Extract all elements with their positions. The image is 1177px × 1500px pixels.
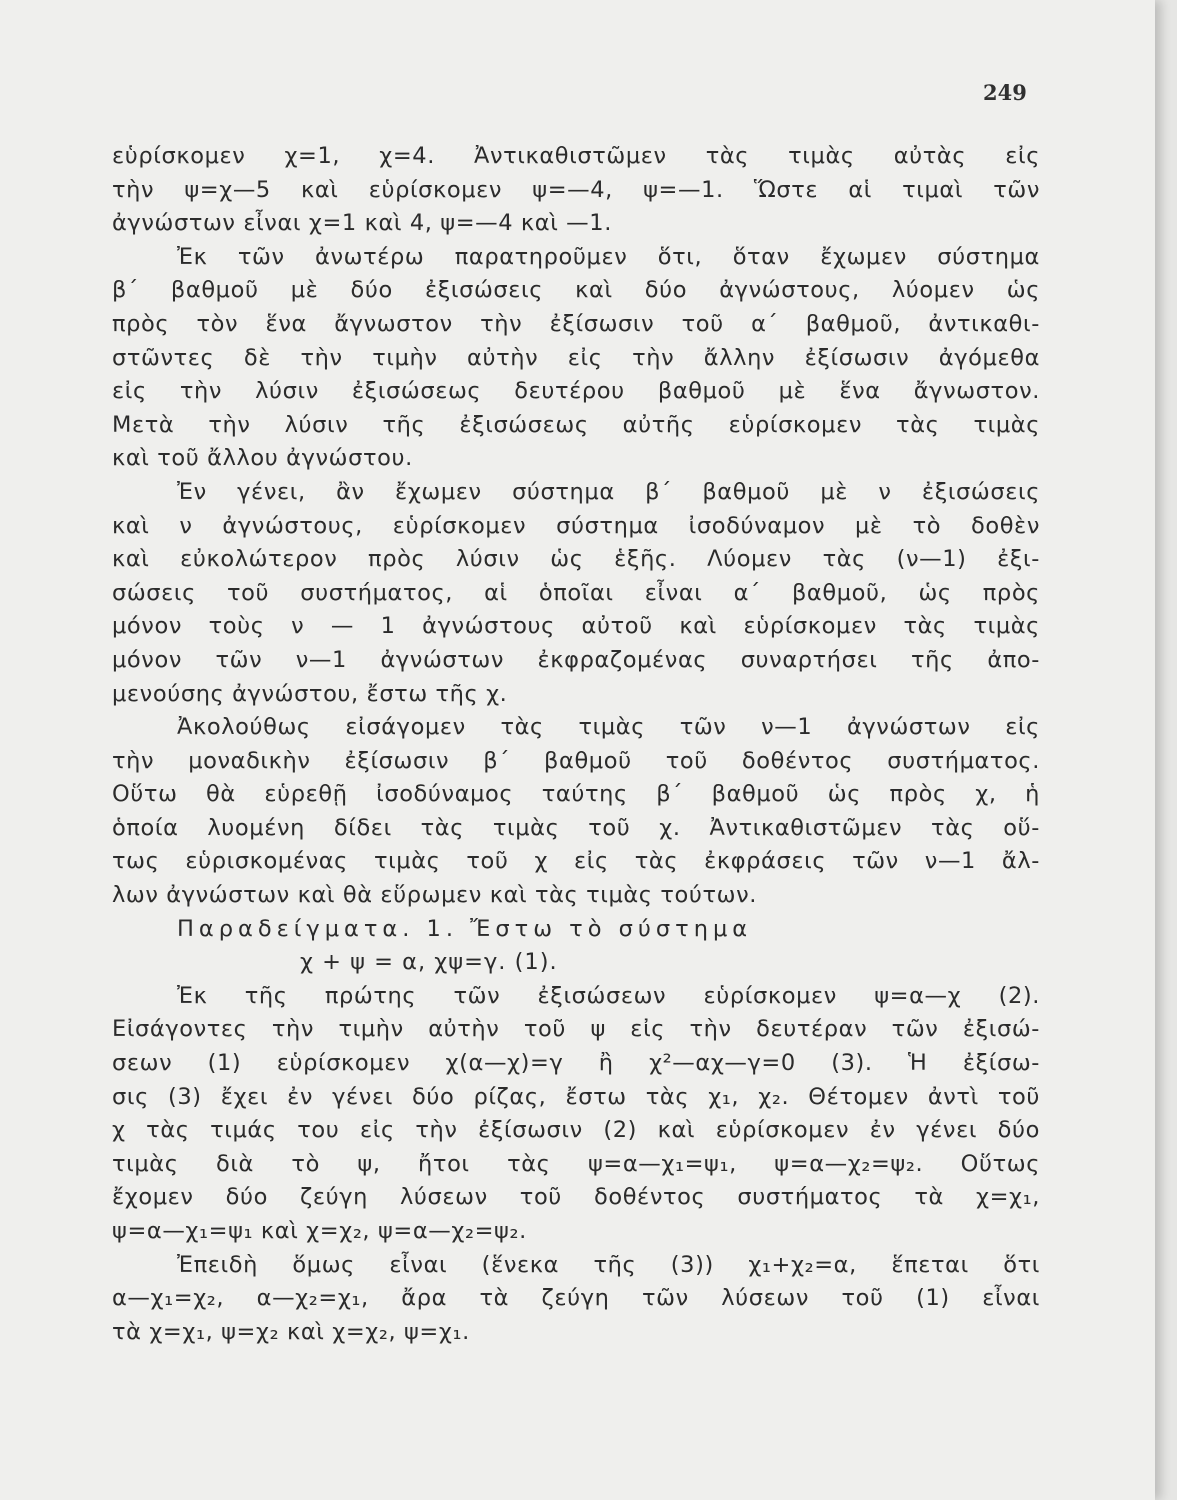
text-line: εἰς τὴν λύσιν ἐξισώσεως δευτέρου βαθμοῦ μὲ ἕνα ἄγνωστον. (112, 378, 1040, 405)
text-line: Οὕτω θὰ εὑρεθῇ ἰσοδύναμος ταύτης β΄ βαθμοῦ ὡς πρὸς χ, ἡ (112, 781, 1040, 808)
text-line: χ τὰς τιμάς του εἰς τὴν ἐξίσωσιν (2) καὶ εὑρίσκομεν ἐν γένει δύο (112, 1117, 1040, 1144)
paragraph-start-line: Ἀκολούθως εἰσάγομεν τὰς τιμὰς τῶν ν—1 ἀγνώστων εἰς (177, 714, 1040, 741)
text-line: καὶ ν ἀγνώστους, εὑρίσκομεν σύστημα ἰσοδύναμον μὲ τὸ δοθὲν (112, 512, 1040, 539)
text-line: τως εὑρισκομένας τιμὰς τοῦ χ εἰς τὰς ἐκφράσεις τῶν ν—1 ἄλ- (112, 848, 1040, 875)
paragraph-start-line: Ἐκ τῶν ἀνωτέρω παρατηροῦμεν ὅτι, ὅταν ἔχωμεν σύστημα (177, 243, 1040, 270)
text-line: εὑρίσκομεν χ=1, χ=4. Ἀντικαθιστῶμεν τὰς τιμὰς αὐτὰς εἰς (112, 143, 1040, 169)
text-line: Εἰσάγοντες τὴν τιμὴν αὐτὴν τοῦ ψ εἰς τὴν δευτέραν τῶν ἐξισώ- (112, 1016, 1040, 1043)
text-line: καὶ εὐκολώτερον πρὸς λύσιν ὡς ἑξῆς. Λύομεν τὰς (ν—1) ἐξι- (112, 546, 1040, 573)
text-line: πρὸς τὸν ἕνα ἄγνωστον τὴν ἐξίσωσιν τοῦ α΄ βαθμοῦ, ἀντικαθι- (112, 310, 1040, 337)
body-text (112, 140, 1040, 1349)
examples-heading-line: Παραδείγματα. 1. Ἔστω τὸ σύστημα (177, 915, 753, 942)
page-number: 249 (983, 80, 1027, 105)
text-line: τὰ χ=χ₁, ψ=χ₂ καὶ χ=χ₂, ψ=χ₁. (112, 1318, 470, 1345)
text-line: σεων (1) εὑρίσκομεν χ(α—χ)=γ ἢ χ²—αχ—γ=0 (3). Ἡ ἐξίσω- (112, 1050, 1040, 1077)
text-line: στῶντες δὲ τὴν τιμὴν αὐτὴν εἰς τὴν ἄλλην ἐξίσωσιν ἀγόμεθα (112, 344, 1040, 371)
text-line: β΄ βαθμοῦ μὲ δύο ἐξισώσεις καὶ δύο ἀγνώστους, λύομεν ὡς (112, 277, 1040, 304)
text-line: τὴν μοναδικὴν ἐξίσωσιν β΄ βαθμοῦ τοῦ δοθέντος συστήματος. (112, 747, 1040, 774)
text-line: καὶ τοῦ ἄλλου ἀγνώστου. (112, 445, 413, 472)
text-line: ψ=α—χ₁=ψ₁ καὶ χ=χ₂, ψ=α—χ₂=ψ₂. (112, 1218, 527, 1244)
text-line: μόνον τοὺς ν — 1 ἀγνώστους αὐτοῦ καὶ εὑρίσκομεν τὰς τιμὰς (112, 613, 1040, 640)
text-line: Μετὰ τὴν λύσιν τῆς ἐξισώσεως αὐτῆς εὑρίσκομεν τὰς τιμὰς (112, 411, 1040, 438)
text-line: ὁποία λυομένη δίδει τὰς τιμὰς τοῦ χ. Ἀντικαθιστῶμεν τὰς οὕ- (112, 814, 1040, 841)
paragraph-start-line: Ἐκ τῆς πρώτης τῶν ἐξισώσεων εὑρίσκομεν ψ=α—χ (2). (177, 982, 1040, 1009)
text-line: τὴν ψ=χ—5 καὶ εὑρίσκομεν ψ=—4, ψ=—1. Ὥστε αἱ τιμαὶ τῶν (112, 176, 1040, 203)
paragraph-start-line: Ἐν γένει, ἂν ἔχωμεν σύστημα β΄ βαθμοῦ μὲ ν ἐξισώσεις (177, 478, 1040, 505)
text-line: τιμὰς διὰ τὸ ψ, ἤτοι τὰς ψ=α—χ₁=ψ₁, ψ=α—χ₂=ψ₂. Οὕτως (112, 1150, 1040, 1177)
text-line: ἀγνώστων εἶναι χ=1 καὶ 4, ψ=—4 καὶ —1. (112, 210, 612, 237)
text-line: μόνον τῶν ν—1 ἀγνώστων ἐκφραζομένας συναρτήσει τῆς ἀπο- (112, 646, 1040, 673)
formula-line: χ + ψ = α, χψ=γ. (1). (300, 949, 558, 976)
text-line: σις (3) ἔχει ἐν γένει δύο ρίζας, ἔστω τὰς χ₁, χ₂. Θέτομεν ἀντὶ τοῦ (112, 1083, 1040, 1110)
text-line: μενούσης ἀγνώστου, ἔστω τῆς χ. (112, 680, 508, 707)
text-line: α—χ₁=χ₂, α—χ₂=χ₁, ἄρα τὰ ζεύγη τῶν λύσεων τοῦ (1) εἶναι (112, 1285, 1040, 1312)
text-line: λων ἀγνώστων καὶ θὰ εὕρωμεν καὶ τὰς τιμὰς τούτων. (112, 882, 758, 909)
text-line: σώσεις τοῦ συστήματος, αἱ ὁποῖαι εἶναι α΄ βαθμοῦ, ὡς πρὸς (112, 579, 1040, 606)
paragraph-start-line: Ἐπειδὴ ὅμως εἶναι (ἕνεκα τῆς (3)) χ₁+χ₂=α, ἕπεται ὅτι (177, 1251, 1040, 1278)
text-line: ἔχομεν δύο ζεύγη λύσεων τοῦ δοθέντος συστήματος τὰ χ=χ₁, (112, 1184, 1040, 1211)
